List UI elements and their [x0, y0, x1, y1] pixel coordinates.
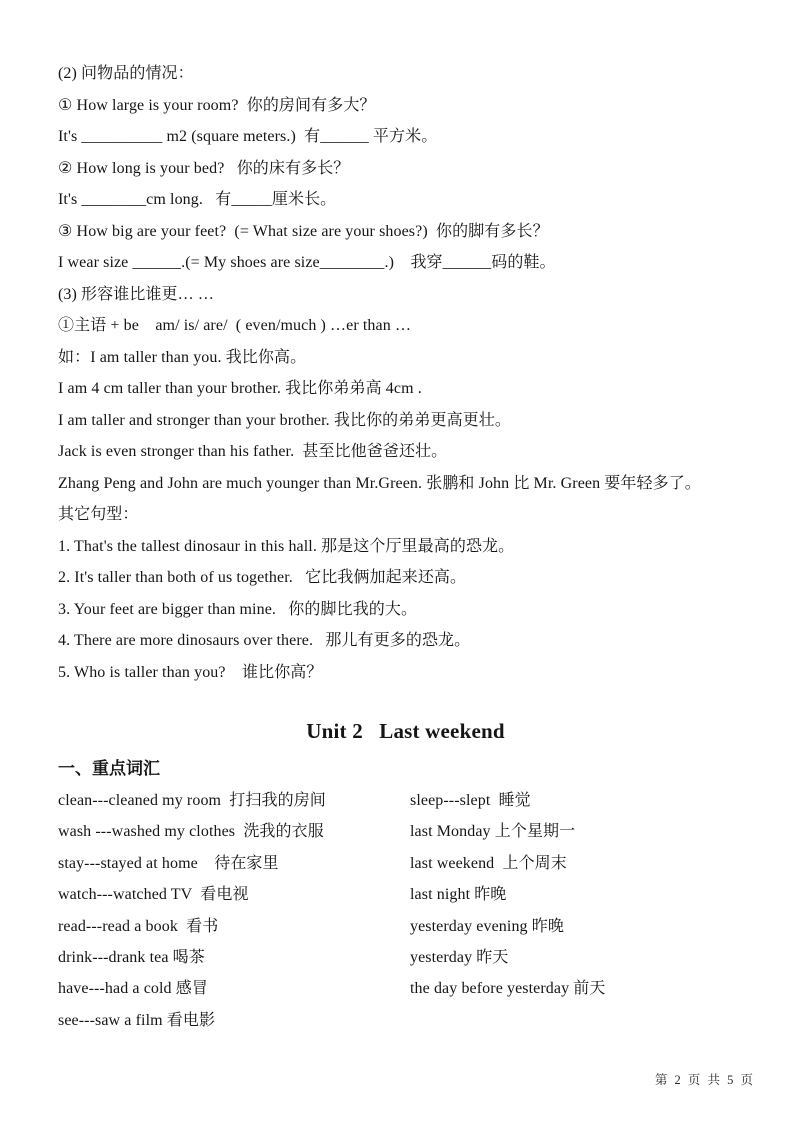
- grammar-line: (3) 形容谁比谁更… …: [58, 285, 214, 303]
- grammar-line: ③ How big are your feet? (= What size are your shoes?) 你的脚有多长？: [58, 222, 549, 240]
- vocab-list: [58, 785, 753, 1036]
- grammar-line: 2. It's taller than both of us together. 它比我俩加起来还高。: [58, 569, 467, 586]
- vocab-item: read---read a book 看书: [58, 917, 219, 935]
- grammar-line: I wear size ______.(= My shoes are size________.) 我穿______码的鞋。: [58, 254, 556, 271]
- vocab-item: clean---cleaned my room 打扫我的房间: [58, 792, 326, 809]
- grammar-line: I am 4 cm taller than your brother. 我比你弟弟高 4cm .: [58, 380, 422, 397]
- vocab-item: have---had a cold 感冒: [58, 980, 208, 998]
- vocab-item: yesterday 昨天: [410, 949, 509, 967]
- grammar-line: 3. Your feet are bigger than mine. 你的脚比我的大。: [58, 600, 418, 618]
- unit-title: Unit 2 Last weekend: [306, 719, 505, 743]
- grammar-line: 1. That's the tallest dinosaur in this hall. 那是这个厅里最高的恐龙。: [58, 537, 515, 555]
- vocab-item: the day before yesterday 前天: [410, 980, 606, 998]
- vocab-item: last weekend 上个周末: [410, 854, 567, 872]
- vocab-section-heading: 一、重点词汇: [58, 759, 160, 778]
- grammar-line: ① How large is your room? 你的房间有多大？: [58, 96, 376, 114]
- grammar-line: I am taller and stronger than your brother. 我比你的弟弟更高更壮。: [58, 411, 511, 429]
- page-footer: 第 2 页 共 5 页: [654, 1073, 755, 1087]
- grammar-line: Jack is even stronger than his father. 甚至比他爸爸还壮。: [58, 443, 448, 460]
- vocab-item: watch---watched TV 看电视: [58, 886, 249, 904]
- grammar-line: 如：I am taller than you. 我比你高。: [58, 348, 307, 366]
- grammar-line: It's __________ m2 (square meters.) 有______ 平方米。: [58, 128, 438, 145]
- vocab-item: yesterday evening 昨晚: [410, 917, 564, 935]
- grammar-line: It's ________cm long. 有_____厘米长。: [58, 191, 337, 208]
- vocab-item: drink---drank tea 喝茶: [58, 949, 205, 967]
- vocab-item: last Monday 上个星期一: [410, 823, 576, 841]
- vocab-item: last night 昨晚: [410, 886, 507, 904]
- grammar-line: Zhang Peng and John are much younger than Mr.Green. 张鹏和 John 比 Mr. Green 要年轻多了。: [58, 474, 701, 492]
- vocab-item: stay---stayed at home 待在家里: [58, 854, 279, 872]
- grammar-line: 其它句型：: [58, 506, 139, 523]
- vocab-item: sleep---slept 睡觉: [410, 792, 531, 809]
- grammar-line: ② How long is your bed? 你的床有多长？: [58, 159, 350, 177]
- vocab-item: [410, 1005, 753, 1036]
- grammar-line: (2) 问物品的情况：: [58, 65, 194, 82]
- grammar-line: 4. There are more dinosaurs over there. 那儿有更多的恐龙。: [58, 632, 471, 649]
- grammar-line: 5. Who is taller than you? 谁比你高？: [58, 663, 323, 681]
- page-content: [58, 58, 753, 1036]
- vocab-item: see---saw a film 看电影: [58, 1011, 216, 1029]
- grammar-line: ①主语 + be am/ is/ are/ ( even/much ) …er than …: [58, 317, 412, 334]
- vocab-item: wash ---washed my clothes 洗我的衣服: [58, 823, 324, 841]
